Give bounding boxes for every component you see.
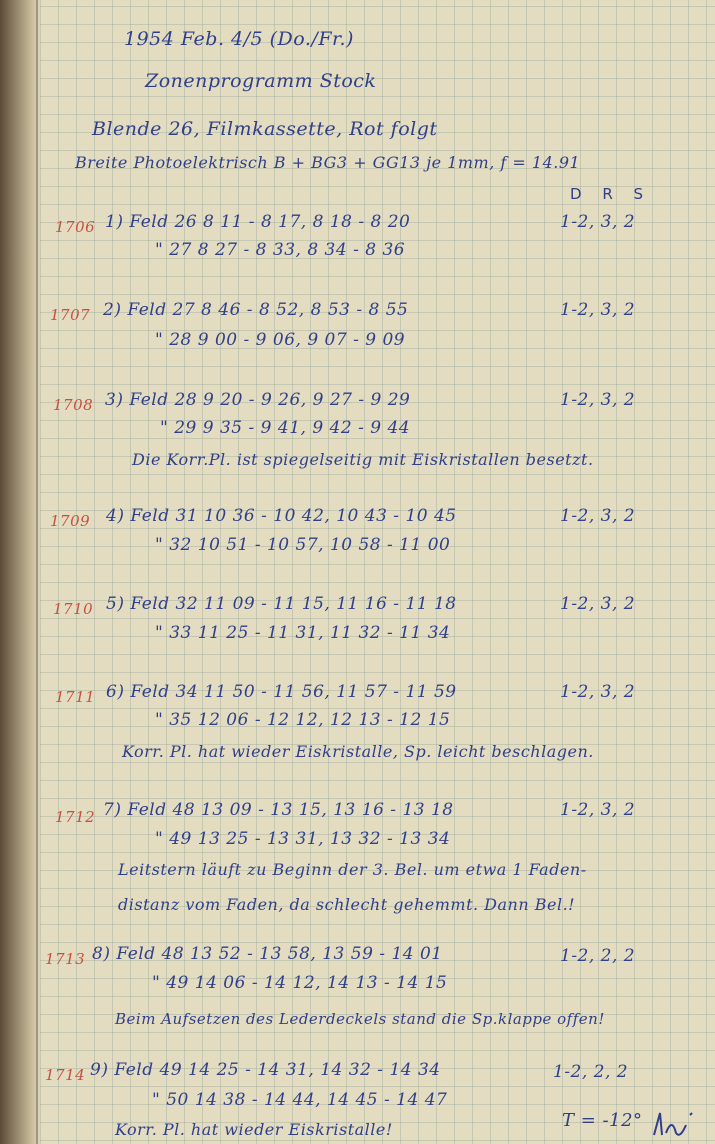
exposure-line: 7) Feld 48 13 09 - 13 15, 13 16 - 13 18 [103,800,454,820]
drs-values: 1-2, 3, 2 [560,506,636,526]
plate-number: 1707 [50,306,91,324]
drs-values: 1-2, 3, 2 [560,300,636,320]
temperature-note: T = -12° [562,1110,643,1131]
plate-number: 1706 [55,218,96,236]
exposure-line: 5) Feld 32 11 09 - 11 15, 11 16 - 11 18 [106,594,457,614]
exposure-line: 9) Feld 49 14 25 - 14 31, 14 32 - 14 34 [90,1060,441,1080]
exposure-line: " 35 12 06 - 12 12, 12 13 - 12 15 [155,710,451,730]
exposure-line: 4) Feld 31 10 36 - 10 42, 10 43 - 10 45 [106,506,457,526]
drs-values: 1-2, 3, 2 [560,682,636,702]
notebook-binding [0,0,40,1144]
header-program: Zonenprogramm Stock [145,70,377,92]
header-date: 1954 Feb. 4/5 (Do./Fr.) [124,28,354,50]
exposure-line: " 49 13 25 - 13 31, 13 32 - 13 34 [155,829,451,849]
binding-edge [36,0,38,1144]
drs-values: 1-2, 2, 2 [560,946,636,966]
exposure-line: 2) Feld 27 8 46 - 8 52, 8 53 - 8 55 [103,300,409,320]
exposure-line: 3) Feld 28 9 20 - 9 26, 9 27 - 9 29 [105,390,411,410]
exposure-line: " 33 11 25 - 11 31, 11 32 - 11 34 [155,623,451,643]
exposure-line: " 32 10 51 - 10 57, 10 58 - 11 00 [155,535,451,555]
observation-note: Leitstern läuft zu Beginn der 3. Bel. um etwa 1 Faden- [118,860,587,879]
exposure-line: " 29 9 35 - 9 41, 9 42 - 9 44 [160,418,411,438]
observer-signature [650,1105,700,1141]
observation-note: Korr. Pl. hat wieder Eiskristalle, Sp. leicht beschlagen. [122,742,594,761]
plate-number: 1711 [55,688,96,706]
plate-number: 1709 [50,512,91,530]
exposure-line: 1) Feld 26 8 11 - 8 17, 8 18 - 8 20 [105,212,411,232]
observation-note: Beim Aufsetzen des Lederdeckels stand die Sp.klappe offen! [115,1010,605,1028]
drs-values: 1-2, 3, 2 [560,594,636,614]
drs-values: 1-2, 3, 2 [560,212,636,232]
plate-number: 1714 [45,1066,86,1084]
exposure-line: 6) Feld 34 11 50 - 11 56, 11 57 - 11 59 [106,682,457,702]
header-setup: Blende 26, Filmkassette, Rot folgt [92,118,438,140]
plate-number: 1708 [53,396,94,414]
header-plates: Breite Photoelektrisch B + BG3 + GG13 je 1mm, f = 14.91 [75,153,581,172]
exposure-line: " 49 14 06 - 14 12, 14 13 - 14 15 [152,973,448,993]
exposure-line: 8) Feld 48 13 52 - 13 58, 13 59 - 14 01 [92,944,443,964]
observation-note: Korr. Pl. hat wieder Eiskristalle! [115,1120,393,1139]
observation-note: Die Korr.Pl. ist spiegelseitig mit Eiskristallen besetzt. [132,450,594,469]
exposure-line: " 27 8 27 - 8 33, 8 34 - 8 36 [155,240,406,260]
drs-values: 1-2, 2, 2 [553,1062,629,1082]
drs-column-header: D R S [570,185,652,203]
plate-number: 1713 [45,950,86,968]
drs-values: 1-2, 3, 2 [560,800,636,820]
exposure-line: " 50 14 38 - 14 44, 14 45 - 14 47 [152,1090,448,1110]
plate-number: 1712 [55,808,96,826]
plate-number: 1710 [53,600,94,618]
exposure-line: " 28 9 00 - 9 06, 9 07 - 9 09 [155,330,406,350]
observation-note-continued: distanz vom Faden, da schlecht gehemmt. Dann Bel.! [118,895,576,914]
drs-values: 1-2, 3, 2 [560,390,636,410]
